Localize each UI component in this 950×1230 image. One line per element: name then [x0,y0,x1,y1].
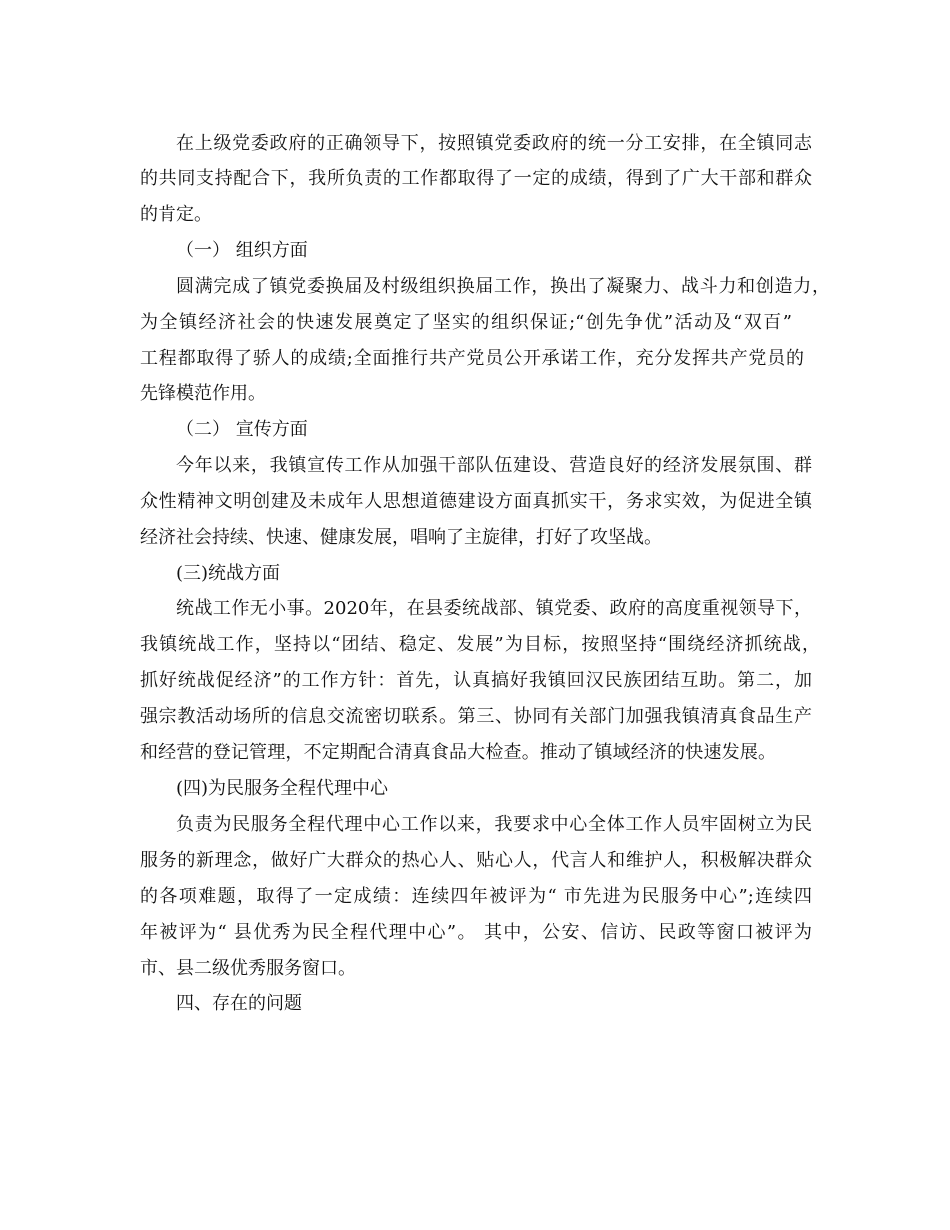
paragraph-line: 为全镇经济社会的快速发展奠定了坚实的组织保证;“创先争优”活动及“双百” [140,312,792,333]
paragraph-line: 工程都取得了骄人的成绩;全面推行共产党员公开承诺工作，充分发挥共产党员的 [140,348,804,369]
paragraph-line: 的各项难题，取得了一定成绩：连续四年被评为“ 市先进为民服务中心”;连续四 [140,886,812,907]
paragraph-line: 的肯定。 [140,204,212,225]
paragraph-line: 强宗教活动场所的信息交流密切联系。第三、协同有关部门加强我镇清真食品生产 [140,706,812,727]
paragraph-line: 先锋模范作用。 [140,383,266,404]
paragraph-line: 负责为民服务全程代理中心工作以来，我要求中心全体工作人员牢固树立为民 [176,814,812,835]
paragraph-line: 圆满完成了镇党委换届及村级组织换届工作，换出了凝聚力、战斗力和创造力， [176,276,830,297]
section-heading: (四)为民服务全程代理中心 [176,778,389,799]
paragraph-line: 在上级党委政府的正确领导下，按照镇党委政府的统一分工安排，在全镇同志 [176,133,812,154]
section-heading: （二） 宣传方面 [176,419,308,440]
paragraph-line: 年被评为“ 县优秀为民全程代理中心”。 其中，公安、信访、民政等窗口被评为 [140,922,812,943]
section-heading: 四、存在的问题 [176,993,302,1014]
paragraph-line: 抓好统战促经济”的工作方针：首先，认真搞好我镇回汉民族团结互助。第二，加 [140,670,812,691]
paragraph-line: 和经营的登记管理，不定期配合清真食品大检查。推动了镇域经济的快速发展。 [140,742,776,763]
paragraph-line: 统战工作无小事。2020年，在县委统战部、镇党委、政府的高度重视领导下， [176,598,812,619]
paragraph-line: 市、县二级优秀服务窗口。 [140,958,356,979]
section-heading: (三)统战方面 [176,563,281,584]
section-heading: （一） 组织方面 [176,240,308,261]
paragraph-line: 的共同支持配合下，我所负责的工作都取得了一定的成绩，得到了广大干部和群众 [140,168,812,189]
paragraph-line: 我镇统战工作，坚持以“团结、稳定、发展”为目标，按照坚持“围绕经济抓统战， [140,634,820,655]
paragraph-line: 服务的新理念，做好广大群众的热心人、贴心人，代言人和维护人，积极解决群众 [140,850,812,871]
paragraph-line: 今年以来，我镇宣传工作从加强干部队伍建设、营造良好的经济发展氛围、群 [176,455,812,476]
paragraph-line: 经济社会持续、快速、健康发展，唱响了主旋律，打好了攻坚战。 [140,527,662,548]
paragraph-line: 众性精神文明创建及未成年人思想道德建设方面真抓实干，务求实效，为促进全镇 [140,491,812,512]
